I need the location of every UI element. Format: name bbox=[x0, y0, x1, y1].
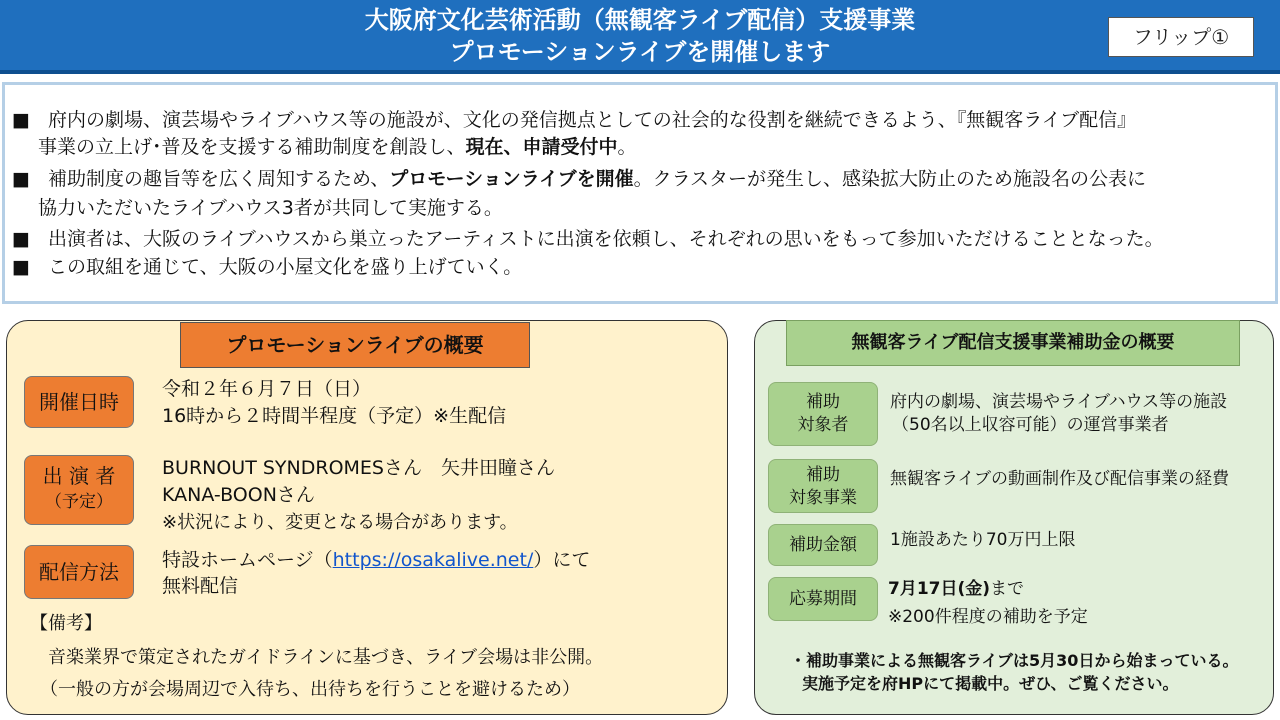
period-suffix: まで bbox=[990, 579, 1025, 599]
delivery-line1 bbox=[162, 548, 590, 573]
subsidy-title: 無観客ライブ配信支援事業補助金の概要 bbox=[786, 320, 1240, 366]
remarks-line2: （一般の方が会場周辺で入待ち、出待ちを行うことを避けるため） bbox=[40, 679, 580, 700]
bullet-mark: ■ bbox=[12, 256, 30, 278]
bullet-4-text: この取組を通じて、大阪の小屋文化を盛り上げていく。 bbox=[48, 256, 523, 278]
flip-label: フリップ① bbox=[1108, 17, 1254, 57]
performers-label-main: 出 演 者 bbox=[42, 464, 116, 488]
bullet-3 bbox=[12, 226, 1164, 253]
bullet-2 bbox=[12, 166, 1146, 193]
performers-line1: BURNOUT SYNDROMESさん 矢井田瞳さん bbox=[162, 457, 555, 479]
bullet-2-emphasis: プロモーションライブを開催 bbox=[389, 168, 634, 190]
target-line1: 府内の劇場、演芸場やライブハウス等の施設 bbox=[890, 392, 1228, 412]
performers-line2: KANA-BOONさん bbox=[162, 484, 315, 506]
amount-text: 1施設あたり70万円上限 bbox=[890, 530, 1076, 550]
target-line2: （50名以上収容可能）の運営事業者 bbox=[892, 415, 1169, 435]
project-text: 無観客ライブの動画制作及び配信事業の経費 bbox=[890, 469, 1229, 489]
bullet-1-line1: 府内の劇場、演芸場やライブハウス等の施設が、文化の発信拠点としての社会的な役割を継続できるよう、『無観客ライブ配信』 bbox=[48, 109, 1137, 131]
delivery-suffix: ）にて bbox=[533, 549, 591, 571]
bullet-3-text: 出演者は、大阪のライブハウスから巣立ったアーティストに出演を依頼し、それぞれの思いをもって参加いただけることとなった。 bbox=[48, 228, 1164, 250]
date-label: 開催日時 bbox=[24, 376, 134, 428]
bullet-2-line1-end: 。クラスターが発生し、感染拡大防止のため施設名の公表に bbox=[633, 168, 1147, 190]
period-line1 bbox=[888, 578, 1024, 601]
project-label bbox=[768, 459, 878, 513]
bullet-1-line2-end: 。 bbox=[617, 136, 637, 158]
page-title-line1: 大阪府文化芸術活動（無観客ライブ配信）支援事業 bbox=[364, 6, 916, 34]
bullet-1 bbox=[12, 107, 1136, 134]
date-line1: 令和２年６月７日（日） bbox=[162, 378, 372, 400]
delivery-prefix: 特設ホームページ（ bbox=[162, 549, 333, 571]
bullet-1-emphasis: 現在、申請受付中 bbox=[465, 136, 618, 158]
target-label bbox=[768, 382, 878, 446]
project-label-1: 補助 bbox=[806, 465, 840, 485]
osakalive-link[interactable]: https://osakalive.net/ bbox=[332, 549, 534, 571]
bullet-1-line2: 事業の立上げ･普及を支援する補助制度を創設し、 bbox=[38, 136, 466, 158]
bullet-mark: ■ bbox=[12, 228, 30, 250]
header-bar bbox=[0, 0, 1280, 74]
bullet-2-cont: 協力いただいたライブハウス3者が共同して実施する。 bbox=[38, 197, 503, 219]
period-deadline: 7月17日(金) bbox=[888, 579, 991, 599]
bullet-1-cont bbox=[38, 134, 637, 161]
promo-title: プロモーションライブの概要 bbox=[180, 322, 530, 368]
period-line2: ※200件程度の補助を予定 bbox=[888, 607, 1088, 627]
remarks-heading: 【備考】 bbox=[30, 613, 102, 634]
project-label-2: 対象事業 bbox=[789, 488, 857, 508]
remarks-line1: 音楽業界で策定されたガイドラインに基づき、ライブ会場は非公開。 bbox=[48, 647, 604, 668]
bullet-4 bbox=[12, 254, 522, 281]
target-label-1: 補助 bbox=[806, 392, 840, 412]
delivery-line2: 無料配信 bbox=[162, 575, 239, 597]
performers-note: ※状況により、変更となる場合があります。 bbox=[162, 512, 518, 533]
performers-label-sub: （予定） bbox=[45, 492, 113, 512]
delivery-label: 配信方法 bbox=[24, 545, 134, 599]
bullet-mark: ■ bbox=[12, 168, 30, 190]
date-line2: 16時から２時間半程度（予定）※生配信 bbox=[162, 405, 507, 427]
performers-label bbox=[24, 455, 134, 525]
page-title-line2: プロモーションライブを開催します bbox=[449, 38, 831, 66]
subsidy-note-line1: ・補助事業による無観客ライブは5月30日から始まっている。 bbox=[790, 651, 1239, 670]
subsidy-note-line2: 実施予定を府HPにて掲載中。ぜひ、ご覧ください。 bbox=[802, 674, 1179, 693]
bullet-2-line1: 補助制度の趣旨等を広く周知するため、 bbox=[48, 168, 390, 190]
amount-label: 補助金額 bbox=[768, 524, 878, 566]
bullet-mark: ■ bbox=[12, 109, 30, 131]
period-label: 応募期間 bbox=[768, 577, 878, 621]
target-label-2: 対象者 bbox=[797, 415, 849, 435]
